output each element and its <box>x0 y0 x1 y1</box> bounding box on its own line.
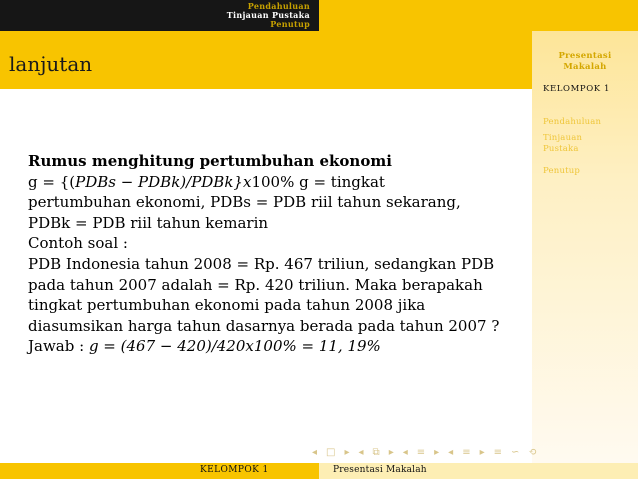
content-line: pada tahun 2007 adalah = Rp. 420 triliun. Maka berapakah <box>28 275 483 294</box>
nav-section-pendahuluan[interactable]: Pendahuluan <box>247 1 310 11</box>
content-line: Contoh soal : <box>28 234 128 253</box>
answer-math: g = (467 − 420)/420x100% = 11, 19% <box>88 337 381 356</box>
footer-author: KELOMPOK 1 <box>200 465 269 475</box>
sidebar-item-tinjauan-pustaka[interactable] <box>543 133 613 155</box>
nav-section-penutup[interactable]: Penutup <box>270 19 310 29</box>
nav-prev-icon[interactable]: ◂ <box>358 447 364 458</box>
sidebar-presentation-title[interactable] <box>532 51 638 73</box>
sidebar-item-label-line-1: Tinjauan <box>543 133 583 143</box>
sidebar-item-penutup[interactable]: Penutup <box>543 166 581 176</box>
sidebar-author: KELOMPOK 1 <box>543 84 611 94</box>
content-line: PDBk = PDB riil tahun kemarin <box>28 213 269 232</box>
footer-title: Presentasi Makalah <box>333 465 427 475</box>
footer-accent-panel <box>0 463 319 479</box>
formula-math: PDBs − PDBk)/PDBk}x <box>75 172 252 191</box>
answer-prefix: Jawab : <box>28 337 89 356</box>
content-heading: Rumus menghitung pertumbuhan ekonomi <box>28 152 392 170</box>
nav-prev-icon[interactable]: ◂ <box>448 447 454 458</box>
content-line: PDB Indonesia tahun 2008 = Rp. 467 triliun, sedangkan PDB <box>28 254 495 273</box>
nav-section-tinjauan-pustaka[interactable]: Tinjauan Pustaka <box>226 10 310 20</box>
section-icon[interactable]: ≡ <box>416 447 426 458</box>
section-navigation <box>190 2 310 29</box>
top-bar-accent-panel <box>319 0 638 31</box>
nav-next-icon[interactable]: ▸ <box>388 447 394 458</box>
nav-next-icon[interactable]: ▸ <box>344 447 350 458</box>
nav-prev-icon[interactable]: ◂ <box>312 447 318 458</box>
sidebar <box>532 31 638 463</box>
content-line: diasumsikan harga tahun dasarnya berada pada tahun 2007 ? <box>28 316 500 335</box>
subsection-icon[interactable]: ⧉ <box>372 447 380 458</box>
document-icon[interactable]: ≡ <box>462 447 471 458</box>
formula-suffix: 100% g = tingkat <box>251 172 385 191</box>
sidebar-item-label-line-2: Pustaka <box>543 144 579 154</box>
back-icon[interactable]: ⟲ <box>528 447 537 458</box>
sidebar-title-line-2: Makalah <box>563 62 607 72</box>
beamer-navigation-symbols <box>312 447 537 458</box>
content-line: pertumbuhan ekonomi, PDBs = PDB riil tahun sekarang, <box>28 193 461 212</box>
appendix-icon[interactable]: ≡ <box>493 447 503 458</box>
formula-line <box>28 172 528 193</box>
nav-next-icon[interactable]: ▸ <box>479 447 485 458</box>
frame-title: lanjutan <box>9 52 93 76</box>
answer-line <box>28 336 528 357</box>
slide-body <box>28 151 528 357</box>
top-navigation-bar <box>0 0 638 31</box>
content-line: tingkat pertumbuhan ekonomi pada tahun 2008 jika <box>28 296 426 315</box>
sidebar-item-pendahuluan[interactable]: Pendahuluan <box>543 117 602 127</box>
nav-next-icon[interactable]: ▸ <box>434 447 440 458</box>
nav-prev-icon[interactable]: ◂ <box>402 447 408 458</box>
frame-icon[interactable]: □ <box>326 447 336 458</box>
formula-prefix: g = {( <box>28 172 76 191</box>
sidebar-title-line-1: Presentasi <box>558 51 612 61</box>
search-icon[interactable]: ∽ <box>511 447 520 458</box>
